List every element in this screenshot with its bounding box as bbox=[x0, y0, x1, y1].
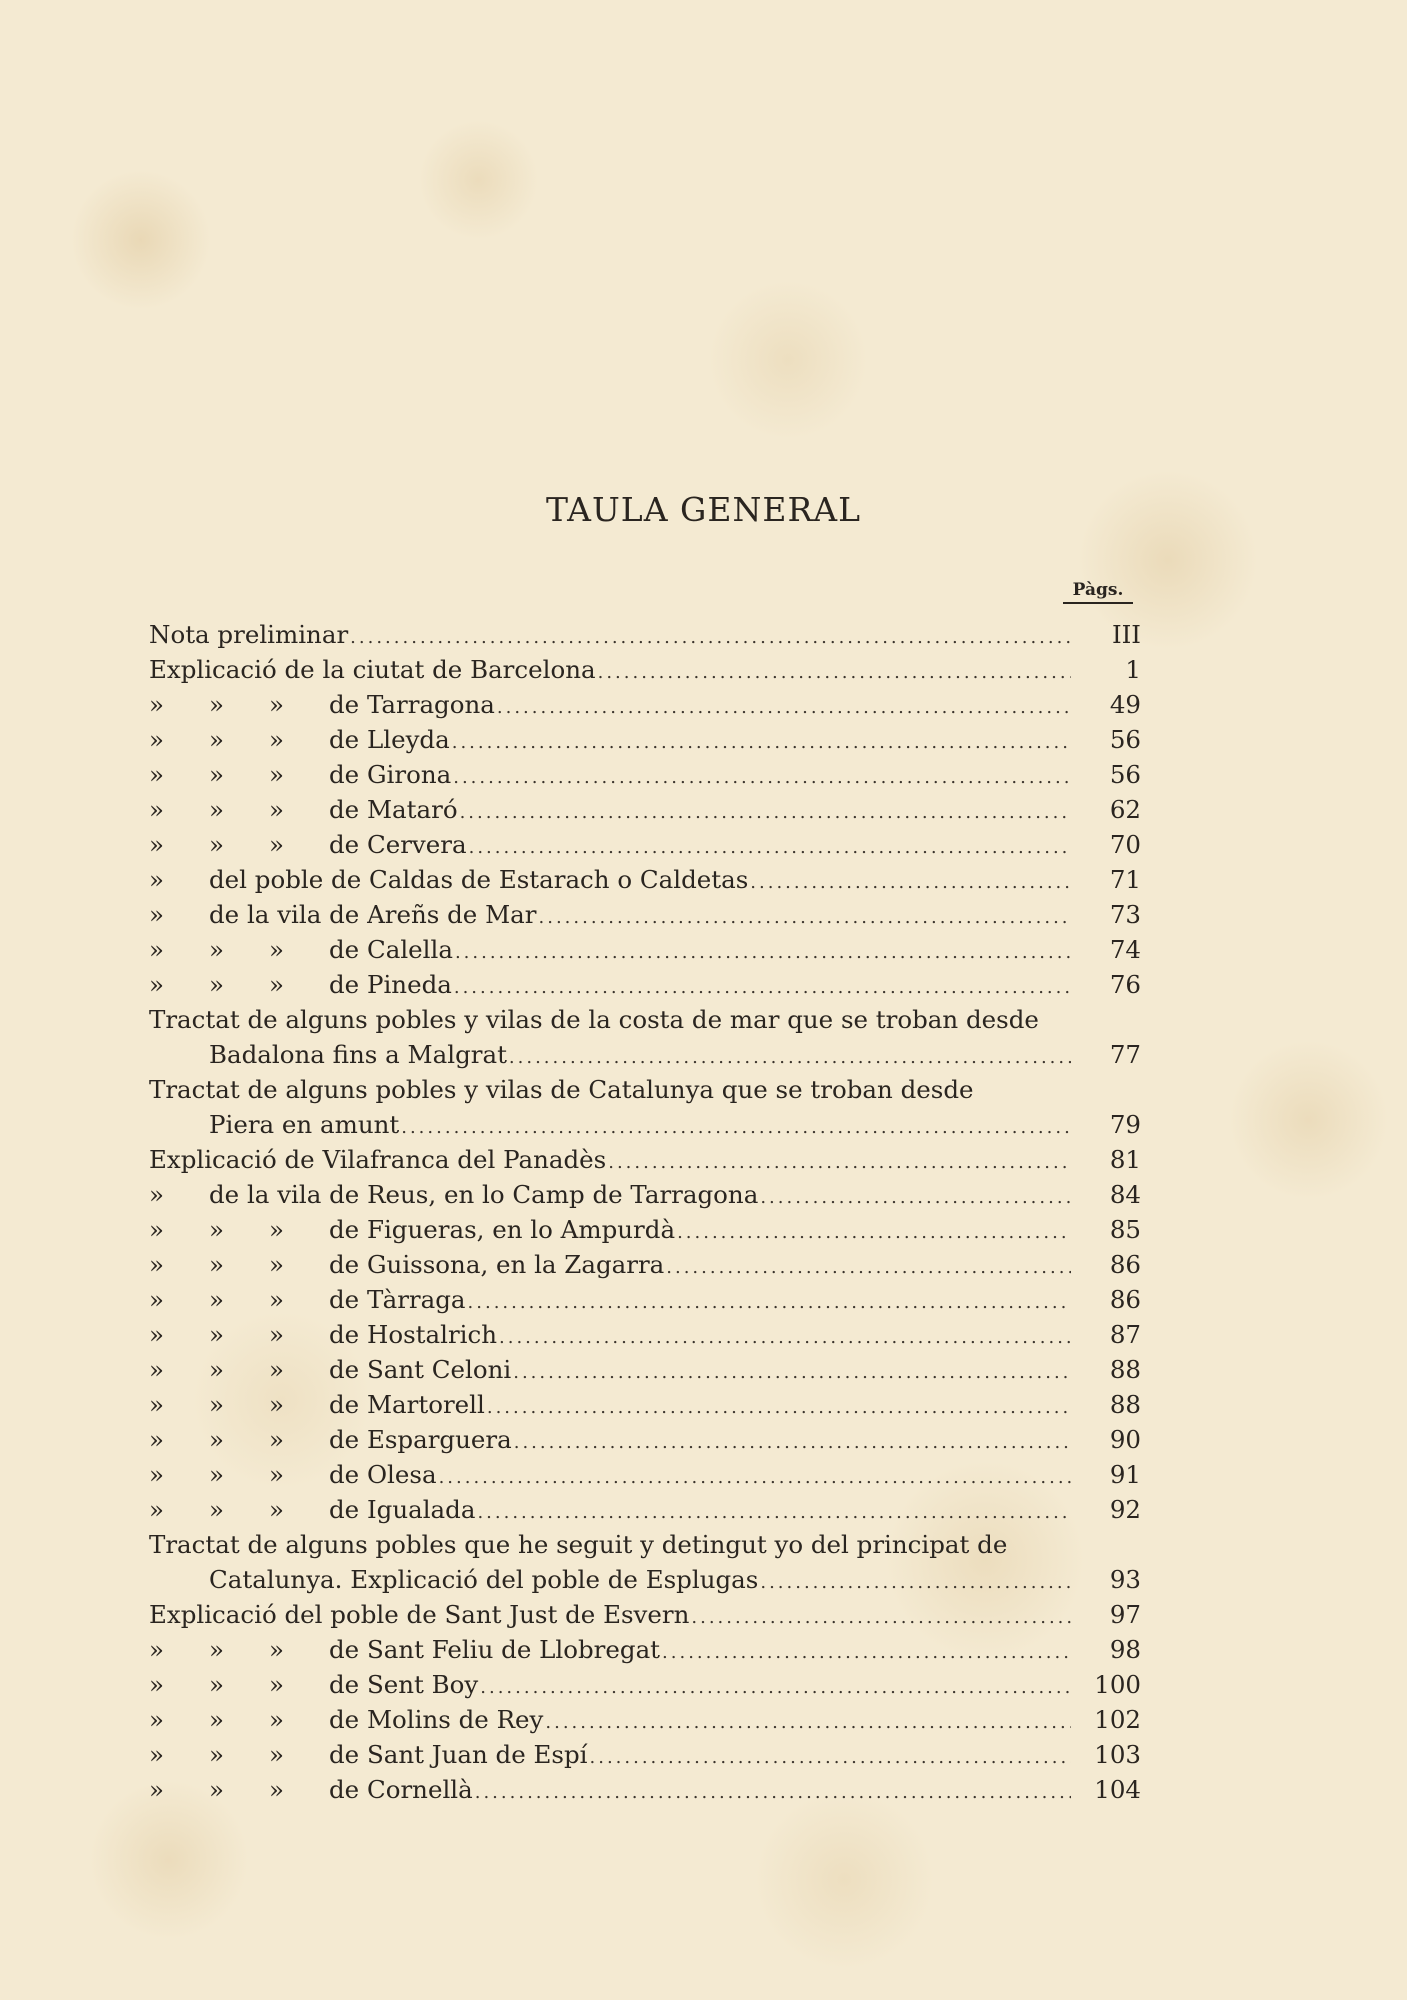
ditto-mark: » bbox=[209, 1705, 224, 1734]
toc-entry bbox=[149, 1247, 1141, 1282]
toc-entry-title-continued: Catalunya. Explicació del poble de Esplugas bbox=[209, 1565, 759, 1594]
toc-entry-continuation bbox=[149, 1107, 1141, 1142]
toc-entry-page: 98 bbox=[1109, 1635, 1141, 1664]
toc-entry bbox=[149, 1212, 1141, 1247]
dot-leader bbox=[691, 1600, 1071, 1635]
toc-entry-title: de Igualada bbox=[329, 1495, 476, 1524]
toc-entry-title: del poble de Caldas de Estarach o Caldetas bbox=[209, 865, 749, 894]
ditto-mark: » bbox=[149, 1495, 164, 1524]
ditto-mark: » bbox=[269, 1320, 284, 1349]
toc-entry-page: 76 bbox=[1109, 970, 1141, 999]
dot-leader bbox=[662, 1635, 1071, 1670]
toc-entry-title: de la vila de Areñs de Mar bbox=[209, 900, 537, 929]
ditto-mark: » bbox=[269, 1775, 284, 1804]
dot-leader bbox=[590, 1740, 1072, 1775]
toc-entry-page: III bbox=[1111, 620, 1141, 649]
ditto-mark: » bbox=[209, 690, 224, 719]
toc-entry-title: de la vila de Reus, en lo Camp de Tarragona bbox=[209, 1180, 759, 1209]
ditto-mark: » bbox=[269, 760, 284, 789]
ditto-mark: » bbox=[269, 1740, 284, 1769]
ditto-mark: » bbox=[149, 795, 164, 824]
toc-entry-title: Explicació de Vilafranca del Panadès bbox=[149, 1145, 607, 1174]
toc-entry-page: 73 bbox=[1109, 900, 1141, 929]
ditto-mark: » bbox=[209, 760, 224, 789]
toc-entry-page: 56 bbox=[1109, 725, 1141, 754]
ditto-mark: » bbox=[269, 1390, 284, 1419]
toc-entry-title: de Mataró bbox=[329, 795, 458, 824]
ditto-mark: » bbox=[149, 970, 164, 999]
ditto-mark: » bbox=[149, 935, 164, 964]
toc-entry-title: de Calella bbox=[329, 935, 453, 964]
toc-entry-title: de Figueras, en lo Ampurdà bbox=[329, 1215, 676, 1244]
ditto-mark: » bbox=[269, 795, 284, 824]
ditto-mark: » bbox=[149, 830, 164, 859]
toc-entry-title: de Esparguera bbox=[329, 1425, 512, 1454]
dot-leader bbox=[499, 1320, 1071, 1355]
toc-entry-page: 97 bbox=[1109, 1600, 1141, 1629]
dot-leader bbox=[487, 1390, 1071, 1425]
dot-leader bbox=[350, 620, 1071, 655]
toc-entry-title: de Sent Boy bbox=[329, 1670, 479, 1699]
toc-entry-title: Tractat de alguns pobles y vilas de Catalunya que se troban desde bbox=[149, 1075, 974, 1104]
dot-leader bbox=[469, 830, 1071, 865]
toc-entry-title: Tractat de alguns pobles que he seguit y detingut yo del principat de bbox=[149, 1530, 1008, 1559]
toc-entry-title: de Martorell bbox=[329, 1390, 485, 1419]
toc-entry-title: de Tàrraga bbox=[329, 1285, 466, 1314]
ditto-mark: » bbox=[149, 1775, 164, 1804]
toc-entry bbox=[149, 862, 1141, 897]
toc-entry-title: de Sant Juan de Espí bbox=[329, 1740, 588, 1769]
toc-entry-page: 92 bbox=[1109, 1495, 1141, 1524]
dot-leader bbox=[480, 1670, 1071, 1705]
toc-entry-page: 88 bbox=[1109, 1390, 1141, 1419]
ditto-mark: » bbox=[209, 830, 224, 859]
toc-entry-page: 104 bbox=[1094, 1775, 1141, 1804]
ditto-mark: » bbox=[269, 1495, 284, 1524]
toc-entry bbox=[149, 1597, 1141, 1632]
ditto-mark: » bbox=[269, 830, 284, 859]
toc-entry bbox=[149, 1317, 1141, 1352]
toc-entry bbox=[149, 1142, 1141, 1177]
toc-entry-page: 88 bbox=[1109, 1355, 1141, 1384]
ditto-mark: » bbox=[269, 1635, 284, 1664]
toc-entry-page: 81 bbox=[1109, 1145, 1141, 1174]
toc-entry-page: 86 bbox=[1109, 1250, 1141, 1279]
dot-leader bbox=[454, 970, 1071, 1005]
toc-entry bbox=[149, 1772, 1141, 1807]
dot-leader bbox=[477, 1495, 1071, 1530]
ditto-mark: » bbox=[149, 1180, 164, 1209]
ditto-mark: » bbox=[149, 1390, 164, 1419]
toc-entry-title: de Cervera bbox=[329, 830, 467, 859]
toc-entry bbox=[149, 1667, 1141, 1702]
ditto-mark: » bbox=[269, 1355, 284, 1384]
ditto-mark: » bbox=[269, 1425, 284, 1454]
ditto-mark: » bbox=[149, 725, 164, 754]
ditto-mark: » bbox=[209, 725, 224, 754]
dot-leader bbox=[608, 1145, 1071, 1180]
dot-leader bbox=[598, 655, 1071, 690]
ditto-mark: » bbox=[149, 1425, 164, 1454]
ditto-mark: » bbox=[209, 1460, 224, 1489]
toc-entry bbox=[149, 1282, 1141, 1317]
toc-entry-page: 62 bbox=[1109, 795, 1141, 824]
ditto-mark: » bbox=[149, 760, 164, 789]
ditto-mark: » bbox=[149, 1215, 164, 1244]
ditto-mark: » bbox=[149, 1705, 164, 1734]
toc-entry-page: 85 bbox=[1109, 1215, 1141, 1244]
toc-entry-page: 93 bbox=[1109, 1565, 1141, 1594]
dot-leader bbox=[509, 1040, 1071, 1075]
ditto-mark: » bbox=[209, 970, 224, 999]
toc-entry bbox=[149, 1072, 1141, 1107]
ditto-mark: » bbox=[269, 725, 284, 754]
ditto-mark: » bbox=[149, 1740, 164, 1769]
toc-entry bbox=[149, 897, 1141, 932]
ditto-mark: » bbox=[269, 1670, 284, 1699]
ditto-mark: » bbox=[209, 795, 224, 824]
toc-entry bbox=[149, 1492, 1141, 1527]
pages-column-header: Pàgs. bbox=[1063, 580, 1133, 604]
toc-entry-page: 56 bbox=[1109, 760, 1141, 789]
ditto-mark: » bbox=[269, 1705, 284, 1734]
dot-leader bbox=[750, 865, 1071, 900]
ditto-mark: » bbox=[209, 1740, 224, 1769]
ditto-mark: » bbox=[149, 900, 164, 929]
toc-entry-page: 49 bbox=[1109, 690, 1141, 719]
toc-entry bbox=[149, 1002, 1141, 1037]
ditto-mark: » bbox=[269, 970, 284, 999]
toc-entry bbox=[149, 1737, 1141, 1772]
ditto-mark: » bbox=[269, 935, 284, 964]
ditto-mark: » bbox=[209, 1390, 224, 1419]
page-title: TAULA GENERAL bbox=[545, 490, 862, 529]
toc-entry-title-continued: Badalona fins a Malgrat bbox=[209, 1040, 507, 1069]
ditto-mark: » bbox=[209, 1285, 224, 1314]
toc-entry-title: de Molins de Rey bbox=[329, 1705, 544, 1734]
ditto-mark: » bbox=[149, 1670, 164, 1699]
toc-entry bbox=[149, 932, 1141, 967]
toc-entry-page: 84 bbox=[1109, 1180, 1141, 1209]
ditto-mark: » bbox=[209, 1495, 224, 1524]
dot-leader bbox=[514, 1425, 1071, 1460]
toc-entry-page: 70 bbox=[1109, 830, 1141, 859]
toc-entry-page: 1 bbox=[1125, 655, 1141, 684]
ditto-mark: » bbox=[149, 690, 164, 719]
toc-entry-continuation bbox=[149, 1037, 1141, 1072]
toc-entry-title: de Sant Celoni bbox=[329, 1355, 512, 1384]
dot-leader bbox=[497, 690, 1071, 725]
dot-leader bbox=[760, 1565, 1071, 1600]
toc-entry bbox=[149, 652, 1141, 687]
toc-entry bbox=[149, 792, 1141, 827]
toc-entry-page: 103 bbox=[1094, 1740, 1141, 1769]
toc-entry-page: 102 bbox=[1094, 1705, 1141, 1734]
ditto-mark: » bbox=[209, 935, 224, 964]
toc-entry-continuation bbox=[149, 1562, 1141, 1597]
dot-leader bbox=[475, 1775, 1071, 1810]
toc-entry-title: Nota preliminar bbox=[149, 620, 349, 649]
toc-entry-title: de Guissona, en la Zagarra bbox=[329, 1250, 665, 1279]
ditto-mark: » bbox=[149, 1285, 164, 1314]
toc-entry-title: de Sant Feliu de Llobregat bbox=[329, 1635, 661, 1664]
toc-entry-title: Explicació del poble de Sant Just de Esvern bbox=[149, 1600, 690, 1629]
ditto-mark: » bbox=[209, 1635, 224, 1664]
ditto-mark: » bbox=[269, 1285, 284, 1314]
toc-entry-page: 86 bbox=[1109, 1285, 1141, 1314]
toc-entry-title: de Girona bbox=[329, 760, 452, 789]
toc-entry-page: 87 bbox=[1109, 1320, 1141, 1349]
toc-entry bbox=[149, 1352, 1141, 1387]
ditto-mark: » bbox=[269, 690, 284, 719]
toc-entry bbox=[149, 1527, 1141, 1562]
toc-entry-page: 100 bbox=[1094, 1670, 1141, 1699]
toc-entry bbox=[149, 757, 1141, 792]
toc-entry bbox=[149, 967, 1141, 1002]
ditto-mark: » bbox=[209, 1355, 224, 1384]
ditto-mark: » bbox=[209, 1425, 224, 1454]
dot-leader bbox=[513, 1355, 1071, 1390]
toc-entry-page: 71 bbox=[1109, 865, 1141, 894]
ditto-mark: » bbox=[209, 1215, 224, 1244]
dot-leader bbox=[453, 760, 1071, 795]
ditto-mark: » bbox=[209, 1250, 224, 1279]
toc-entry-title: de Pineda bbox=[329, 970, 452, 999]
toc-entry bbox=[149, 687, 1141, 722]
ditto-mark: » bbox=[149, 1460, 164, 1489]
dot-leader bbox=[455, 935, 1071, 970]
toc-entry bbox=[149, 1632, 1141, 1667]
ditto-mark: » bbox=[149, 1635, 164, 1664]
toc-entry-title: de Olesa bbox=[329, 1460, 437, 1489]
toc-entry-title-continued: Piera en amunt bbox=[209, 1110, 400, 1139]
dot-leader bbox=[545, 1705, 1071, 1740]
table-of-contents bbox=[149, 617, 1141, 1807]
toc-entry-page: 77 bbox=[1109, 1040, 1141, 1069]
toc-entry bbox=[149, 1177, 1141, 1212]
dot-leader bbox=[439, 1460, 1071, 1495]
toc-entry bbox=[149, 827, 1141, 862]
ditto-mark: » bbox=[269, 1215, 284, 1244]
toc-entry-title: Explicació de la ciutat de Barcelona bbox=[149, 655, 596, 684]
dot-leader bbox=[452, 725, 1071, 760]
ditto-mark: » bbox=[149, 1320, 164, 1349]
toc-entry-title: de Hostalrich bbox=[329, 1320, 497, 1349]
ditto-mark: » bbox=[209, 1775, 224, 1804]
toc-entry bbox=[149, 1387, 1141, 1422]
ditto-mark: » bbox=[149, 1355, 164, 1384]
ditto-mark: » bbox=[209, 1670, 224, 1699]
dot-leader bbox=[460, 795, 1071, 830]
toc-entry-page: 79 bbox=[1109, 1110, 1141, 1139]
toc-entry-page: 74 bbox=[1109, 935, 1141, 964]
ditto-mark: » bbox=[269, 1250, 284, 1279]
toc-entry bbox=[149, 722, 1141, 757]
ditto-mark: » bbox=[209, 1320, 224, 1349]
toc-entry-page: 90 bbox=[1109, 1425, 1141, 1454]
toc-entry bbox=[149, 1422, 1141, 1457]
dot-leader bbox=[468, 1285, 1071, 1320]
toc-entry-title: de Cornellà bbox=[329, 1775, 473, 1804]
ditto-mark: » bbox=[149, 1250, 164, 1279]
dot-leader bbox=[401, 1110, 1071, 1145]
toc-entry bbox=[149, 1457, 1141, 1492]
dot-leader bbox=[760, 1180, 1071, 1215]
dot-leader bbox=[677, 1215, 1071, 1250]
ditto-mark: » bbox=[269, 1460, 284, 1489]
toc-entry bbox=[149, 617, 1141, 652]
toc-entry-page: 91 bbox=[1109, 1460, 1141, 1489]
toc-entry bbox=[149, 1702, 1141, 1737]
dot-leader bbox=[666, 1250, 1071, 1285]
ditto-mark: » bbox=[149, 865, 164, 894]
toc-entry-title: Tractat de alguns pobles y vilas de la costa de mar que se troban desde bbox=[149, 1005, 1039, 1034]
toc-entry-title: de Tarragona bbox=[329, 690, 495, 719]
dot-leader bbox=[539, 900, 1072, 935]
toc-entry-title: de Lleyda bbox=[329, 725, 450, 754]
